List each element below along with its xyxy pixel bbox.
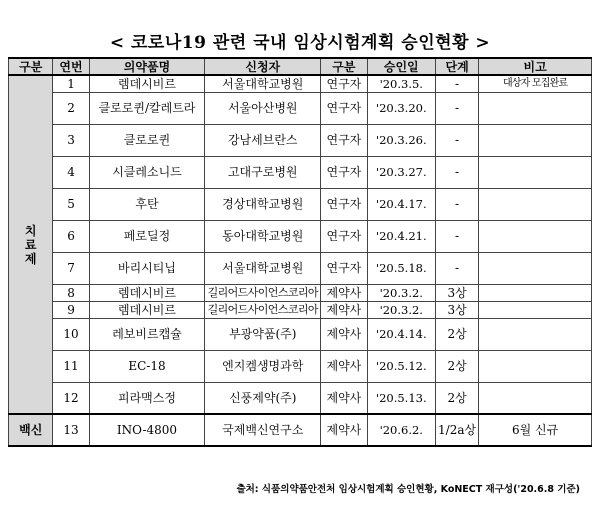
table-row [9,301,592,318]
table-row [9,382,592,414]
header-row [9,58,592,75]
row-number: 5 [53,188,89,220]
table-row [9,220,592,252]
approval-date: '20.3.2. [367,301,435,318]
table-row [9,124,592,156]
row-number: 12 [53,382,89,414]
applicant: 경상대학교병원 [205,188,321,220]
header-note: 비고 [479,58,592,75]
note [479,252,592,284]
applicant-type: 제약사 [321,284,368,301]
drug-name: 시클레소니드 [89,156,205,188]
row-number: 11 [53,350,89,382]
applicant-type: 제약사 [321,350,368,382]
drug-name: EC-18 [89,350,205,382]
table-row [9,318,592,350]
applicant-type: 연구자 [321,75,368,92]
table-row [9,75,592,92]
applicant: 서울대학교병원 [205,75,321,92]
table-row-vaccine [9,414,592,446]
header-type: 구분 [321,58,368,75]
header-approval-date: 승인일 [367,58,435,75]
approval-date: '20.4.17. [367,188,435,220]
drug-name: 레보비르캡슐 [89,318,205,350]
applicant-type: 제약사 [321,414,368,446]
drug-name: 렘데시비르 [89,75,205,92]
table-row [9,284,592,301]
row-number: 4 [53,156,89,188]
table-row [9,92,592,124]
category-treatment-cell [9,75,53,414]
table-title: < 코로나19 관련 국내 임상시험계획 승인현황 > [109,33,491,53]
applicant-type: 연구자 [321,92,368,124]
applicant-type: 연구자 [321,124,368,156]
drug-name: INO-4800 [89,414,205,446]
phase: - [435,75,478,92]
applicant: 고대구로병원 [205,156,321,188]
approval-date: '20.3.27. [367,156,435,188]
table-row [9,350,592,382]
header-phase: 단계 [435,58,478,75]
table-row [9,156,592,188]
applicant: 길리어드사이언스코리아 [205,284,321,301]
note [479,124,592,156]
note [479,156,592,188]
applicant: 신풍제약(주) [205,382,321,414]
source-caption: 출처: 식품의약품안전처 임상시험계획 승인현황, KoNECT 재구성('20.6.8 기준) [236,484,580,495]
approval-date: '20.3.5. [367,75,435,92]
applicant: 동아대학교병원 [205,220,321,252]
row-number: 9 [53,301,89,318]
phase: 2상 [435,318,478,350]
note [479,188,592,220]
drug-name: 페로딜정 [89,220,205,252]
applicant-type: 제약사 [321,301,368,318]
applicant-type: 제약사 [321,382,368,414]
phase: 3상 [435,284,478,301]
phase: 3상 [435,301,478,318]
approval-date: '20.4.21. [367,220,435,252]
approval-date: '20.5.18. [367,252,435,284]
phase: - [435,220,478,252]
applicant-type: 연구자 [321,156,368,188]
phase: - [435,156,478,188]
category-char: 료 [24,237,37,252]
note [479,284,592,301]
category-vaccine-cell: 백신 [9,414,53,446]
phase: - [435,252,478,284]
applicant-type: 연구자 [321,220,368,252]
note [479,301,592,318]
drug-name: 클로로퀸/칼레트라 [89,92,205,124]
applicant: 국제백신연구소 [205,414,321,446]
header-drug-name: 의약품명 [89,58,205,75]
category-char: 치 [24,223,37,238]
applicant: 서울대학교병원 [205,252,321,284]
phase: 1/2a상 [435,414,478,446]
table-row [9,188,592,220]
phase: 2상 [435,382,478,414]
phase: 2상 [435,350,478,382]
approval-date: '20.5.12. [367,350,435,382]
note [479,318,592,350]
approval-date: '20.6.2. [367,414,435,446]
category-char: 제 [24,251,37,266]
row-number: 3 [53,124,89,156]
row-number: 13 [53,414,89,446]
applicant: 부광약품(주) [205,318,321,350]
row-number: 1 [53,75,89,92]
row-number: 6 [53,220,89,252]
approval-date: '20.4.14. [367,318,435,350]
approval-date: '20.3.2. [367,284,435,301]
clinical-trial-table [8,57,592,447]
note [479,92,592,124]
drug-name: 후탄 [89,188,205,220]
note: 대상자 모집완료 [479,75,592,92]
note [479,382,592,414]
drug-name: 클로로퀸 [89,124,205,156]
row-number: 2 [53,92,89,124]
approval-date: '20.5.13. [367,382,435,414]
table-row [9,252,592,284]
header-number: 연번 [53,58,89,75]
drug-name: 렘데시비르 [89,284,205,301]
row-number: 7 [53,252,89,284]
approval-date: '20.3.26. [367,124,435,156]
header-category: 구분 [9,58,53,75]
note: 6월 신규 [479,414,592,446]
applicant-type: 연구자 [321,252,368,284]
row-number: 10 [53,318,89,350]
header-applicant: 신청자 [205,58,321,75]
applicant: 길리어드사이언스코리아 [205,301,321,318]
drug-name: 피라맥스정 [89,382,205,414]
applicant-type: 제약사 [321,318,368,350]
phase: - [435,92,478,124]
phase: - [435,188,478,220]
phase: - [435,124,478,156]
note [479,220,592,252]
row-number: 8 [53,284,89,301]
applicant: 엔지켐생명과학 [205,350,321,382]
note [479,350,592,382]
applicant: 서울아산병원 [205,92,321,124]
drug-name: 렘데시비르 [89,301,205,318]
approval-date: '20.3.20. [367,92,435,124]
applicant-type: 연구자 [321,188,368,220]
applicant: 강남세브란스 [205,124,321,156]
drug-name: 바리시티닙 [89,252,205,284]
